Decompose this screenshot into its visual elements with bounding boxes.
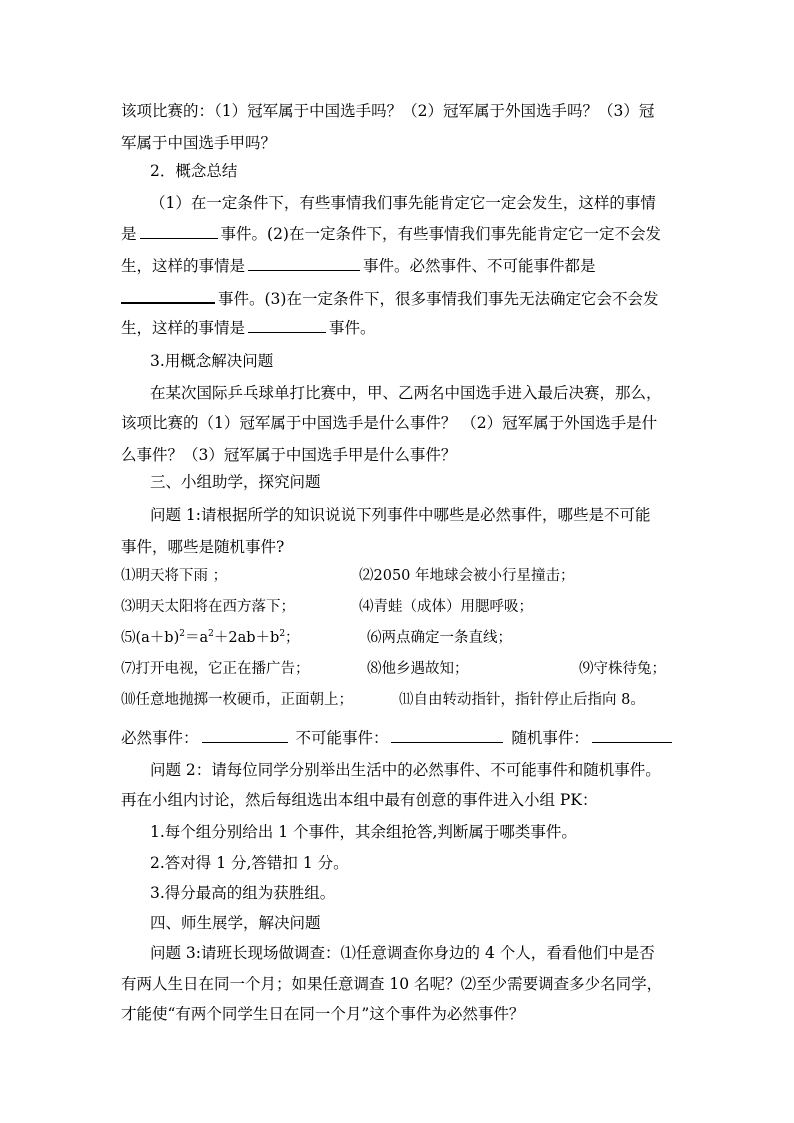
event-item-7: ⑺打开电视，它正在播广告； bbox=[121, 661, 310, 677]
event-item-9: ⑼守株待兔； bbox=[579, 661, 666, 677]
question3-line1: 问题 3:请班长现场做调查：⑴任意调查你身边的 4 个人，看看他们中是否 bbox=[150, 944, 655, 962]
answer-impossible-blank[interactable] bbox=[391, 727, 503, 743]
question2-line1: 问题 2：请每位同学分别举出生活中的必然事件、不可能事件和随机事件。 bbox=[150, 761, 661, 779]
event-item-8: ⑻他乡遇故知； bbox=[367, 661, 469, 677]
blank-certain[interactable] bbox=[140, 223, 218, 239]
question1-line1: 问题 1:请根据所学的知识说说下列事件中哪些是必然事件，哪些是不可能 bbox=[150, 506, 651, 524]
question2-line2: 再在小组内讨论，然后每组选出本组中最有创意的事件进入小组 PK： bbox=[121, 791, 598, 809]
blank-random[interactable] bbox=[248, 317, 326, 333]
question3-line3: 才能使“有两个同学生日在同一个月”这个事件为必然事件？ bbox=[121, 1005, 525, 1023]
event-item-3: ⑶明天太阳将在西方落下； bbox=[121, 599, 295, 615]
section2-line4: 事件。(3)在一定条件下，很多事情我们事先无法确定它会不会发 bbox=[121, 287, 658, 309]
part3-heading: 三、小组助学，探究问题 bbox=[150, 473, 321, 491]
question3-line2: 有两人生日在同一个月；如果任意调查 10 名呢？⑵至少需要调查多少名同学， bbox=[121, 975, 663, 993]
rule-3: 3.得分最高的组为获胜组。 bbox=[150, 884, 336, 902]
section3-line2: 该项比赛的（1）冠军属于中国选手是什么事件？ （2）冠军属于外国选手是什 bbox=[121, 414, 658, 432]
answer-line: 必然事件： 不可能事件： 随机事件： bbox=[121, 727, 675, 748]
event-item-4: ⑷青蛙（成体）用腮呼吸； bbox=[359, 599, 533, 615]
section2-heading: 2．概念总结 bbox=[150, 162, 238, 180]
section3-line1: 在某次国际乒乓球单打比赛中，甲、乙两名中国选手进入最后决赛，那么， bbox=[150, 384, 662, 402]
answer-random-blank[interactable] bbox=[592, 727, 672, 743]
question1-line2: 事件，哪些是随机事件? bbox=[121, 538, 285, 556]
event-item-2: ⑵2050 年地球会被小行星撞击； bbox=[359, 568, 575, 584]
event-item-1: ⑴明天将下雨 ； bbox=[121, 568, 228, 584]
section2-line5: 生，这样的事情是 事件。 bbox=[121, 319, 376, 337]
event-item-6: ⑹两点确定一条直线； bbox=[367, 630, 512, 646]
section2-line3: 生，这样的事情是 事件。必然事件、不可能事件都是 bbox=[121, 257, 596, 275]
answer-certain-blank[interactable] bbox=[202, 727, 288, 743]
para1-line2: 军属于中国选手甲吗？ bbox=[121, 134, 277, 152]
event-item-5: $⑸(a+b)^2=a^2+2ab+b^2$； bbox=[121, 629, 300, 646]
rule-1: 1.每个组分别给出 1 个事件，其余组抢答,判断属于哪类事件。 bbox=[150, 823, 577, 841]
part4-heading: 四、师生展学，解决问题 bbox=[150, 914, 321, 932]
blank-impossible[interactable] bbox=[248, 255, 360, 271]
para1-line1: 该项比赛的：（1）冠军属于中国选手吗？（2）冠军属于外国选手吗？（3）冠 bbox=[121, 102, 655, 120]
rule-2: 2.答对得 1 分,答错扣 1 分。 bbox=[150, 854, 349, 872]
section2-line1: （1）在一定条件下，有些事情我们事先能肯定它一定会发生，这样的事情 bbox=[150, 194, 656, 212]
section3-heading: 3.用概念解决问题 bbox=[150, 352, 274, 370]
section3-line3: 么事件？（3）冠军属于中国选手甲是什么事件？ bbox=[121, 446, 457, 464]
blank-definite[interactable] bbox=[121, 287, 215, 304]
section2-line2: 是 事件。(2)在一定条件下，有些事情我们事先能肯定它一定不会发 bbox=[121, 225, 661, 243]
event-item-11: ⑾自由转动指针，指针停止后指向 8。 bbox=[399, 692, 645, 708]
event-item-10: ⑽任意地抛掷一枚硬币，正面朝上； bbox=[121, 692, 353, 708]
